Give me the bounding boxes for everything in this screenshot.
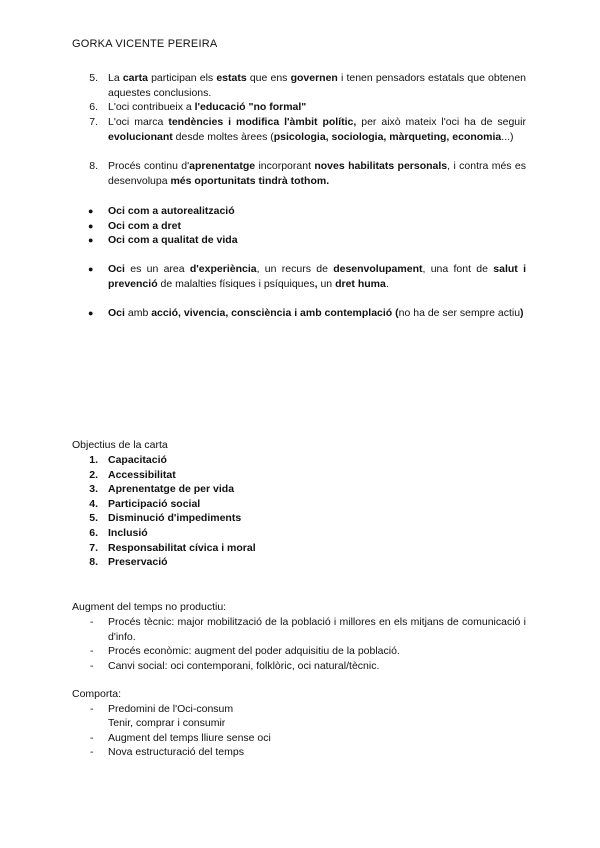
dash-icon: - <box>90 746 94 758</box>
oci-paragraph: Oci amb acció, vivencia, consciència i amb contemplació (no ha de ser sempre actiu) <box>108 307 524 319</box>
oci-bullet: Oci com a autorealització <box>108 205 235 217</box>
oci-paragraph: Oci es un area d'experiència, un recurs de desenvolupament, una font de salut i prevenció de malalties físiques i psíquiques, un dret huma. <box>108 263 526 290</box>
comporta-item: Tenir, comprar i consumir <box>108 717 226 729</box>
point-number: 7. <box>89 116 98 128</box>
augment-item: Procés econòmic: augment del poder adquisitiu de la població. <box>108 645 400 657</box>
author-header: GORKA VICENTE PEREIRA <box>72 38 218 50</box>
comporta-title: Comporta: <box>72 688 122 700</box>
bullet-icon: ● <box>88 264 94 274</box>
objective-number: 3. <box>89 483 98 496</box>
dash-icon: - <box>90 703 94 715</box>
dash-icon: - <box>90 732 94 744</box>
augment-title: Augment del temps no productiu: <box>72 601 227 613</box>
objective-number: 5. <box>89 512 98 525</box>
oci-bullet: Oci com a dret <box>108 220 181 232</box>
augment-item: Procés tècnic: major mobilització de la població i millores en els mitjans de comunicació i d'info. <box>108 616 526 643</box>
point-text: La carta participan els estats que ens governen i tenen pensadors estatals que obtenen aquestes conclusions. <box>108 72 527 99</box>
objective-item: Preservació <box>108 556 168 569</box>
bullet-icon: ● <box>88 221 94 231</box>
objective-number: 4. <box>89 497 98 510</box>
objective-number: 8. <box>89 556 98 569</box>
oci-bullet: Oci com a qualitat de vida <box>108 234 238 246</box>
objective-number: 2. <box>89 468 98 481</box>
bullet-icon: ● <box>88 308 94 318</box>
dash-icon: - <box>90 645 94 657</box>
objective-item: Capacitació <box>108 454 167 466</box>
objective-item: Inclusió <box>108 527 148 539</box>
comporta-item: Augment del temps lliure sense oci <box>108 732 271 744</box>
point-text: L'oci marca tendències i modifica l'àmbit polític, per això mateix l'oci ha de seguir evolucionant desde moltes àrees (psicologia, sociologia, màrqueting, economia...) <box>108 116 526 143</box>
objective-item: Participació social <box>108 497 201 510</box>
objective-number: 7. <box>89 541 98 554</box>
objectives-title: Objectius de la carta <box>72 439 168 451</box>
objective-number: 6. <box>89 527 98 539</box>
comporta-item: Predomini de l'Oci-consum <box>108 703 234 715</box>
dash-icon: - <box>90 616 94 628</box>
point-number: 8. <box>89 160 98 172</box>
objective-number: 1. <box>89 454 98 466</box>
comporta-item: Nova estructuració del temps <box>108 746 244 758</box>
objective-item: Accessibilitat <box>108 468 176 481</box>
dash-icon: - <box>90 660 94 672</box>
point-number: 5. <box>89 72 98 84</box>
bullet-icon: ● <box>88 235 94 245</box>
objective-item: Aprenentatge de per vida <box>108 483 235 496</box>
objective-item: Disminució d'impediments <box>108 512 242 525</box>
bullet-icon: ● <box>88 206 94 216</box>
point-text: L'oci contribueix a l'educació "no formal" <box>108 101 307 113</box>
objective-item: Responsabilitat cívica i moral <box>108 541 256 554</box>
point-number: 6. <box>89 101 98 113</box>
point-text: Procés continu d'aprenentatge incorporant noves habilitats personals, i contra més es desenvolupa més oportunitats tindrà tothom. <box>108 160 527 187</box>
augment-item: Canvi social: oci contemporani, folklòric, oci natural/tècnic. <box>108 660 380 672</box>
